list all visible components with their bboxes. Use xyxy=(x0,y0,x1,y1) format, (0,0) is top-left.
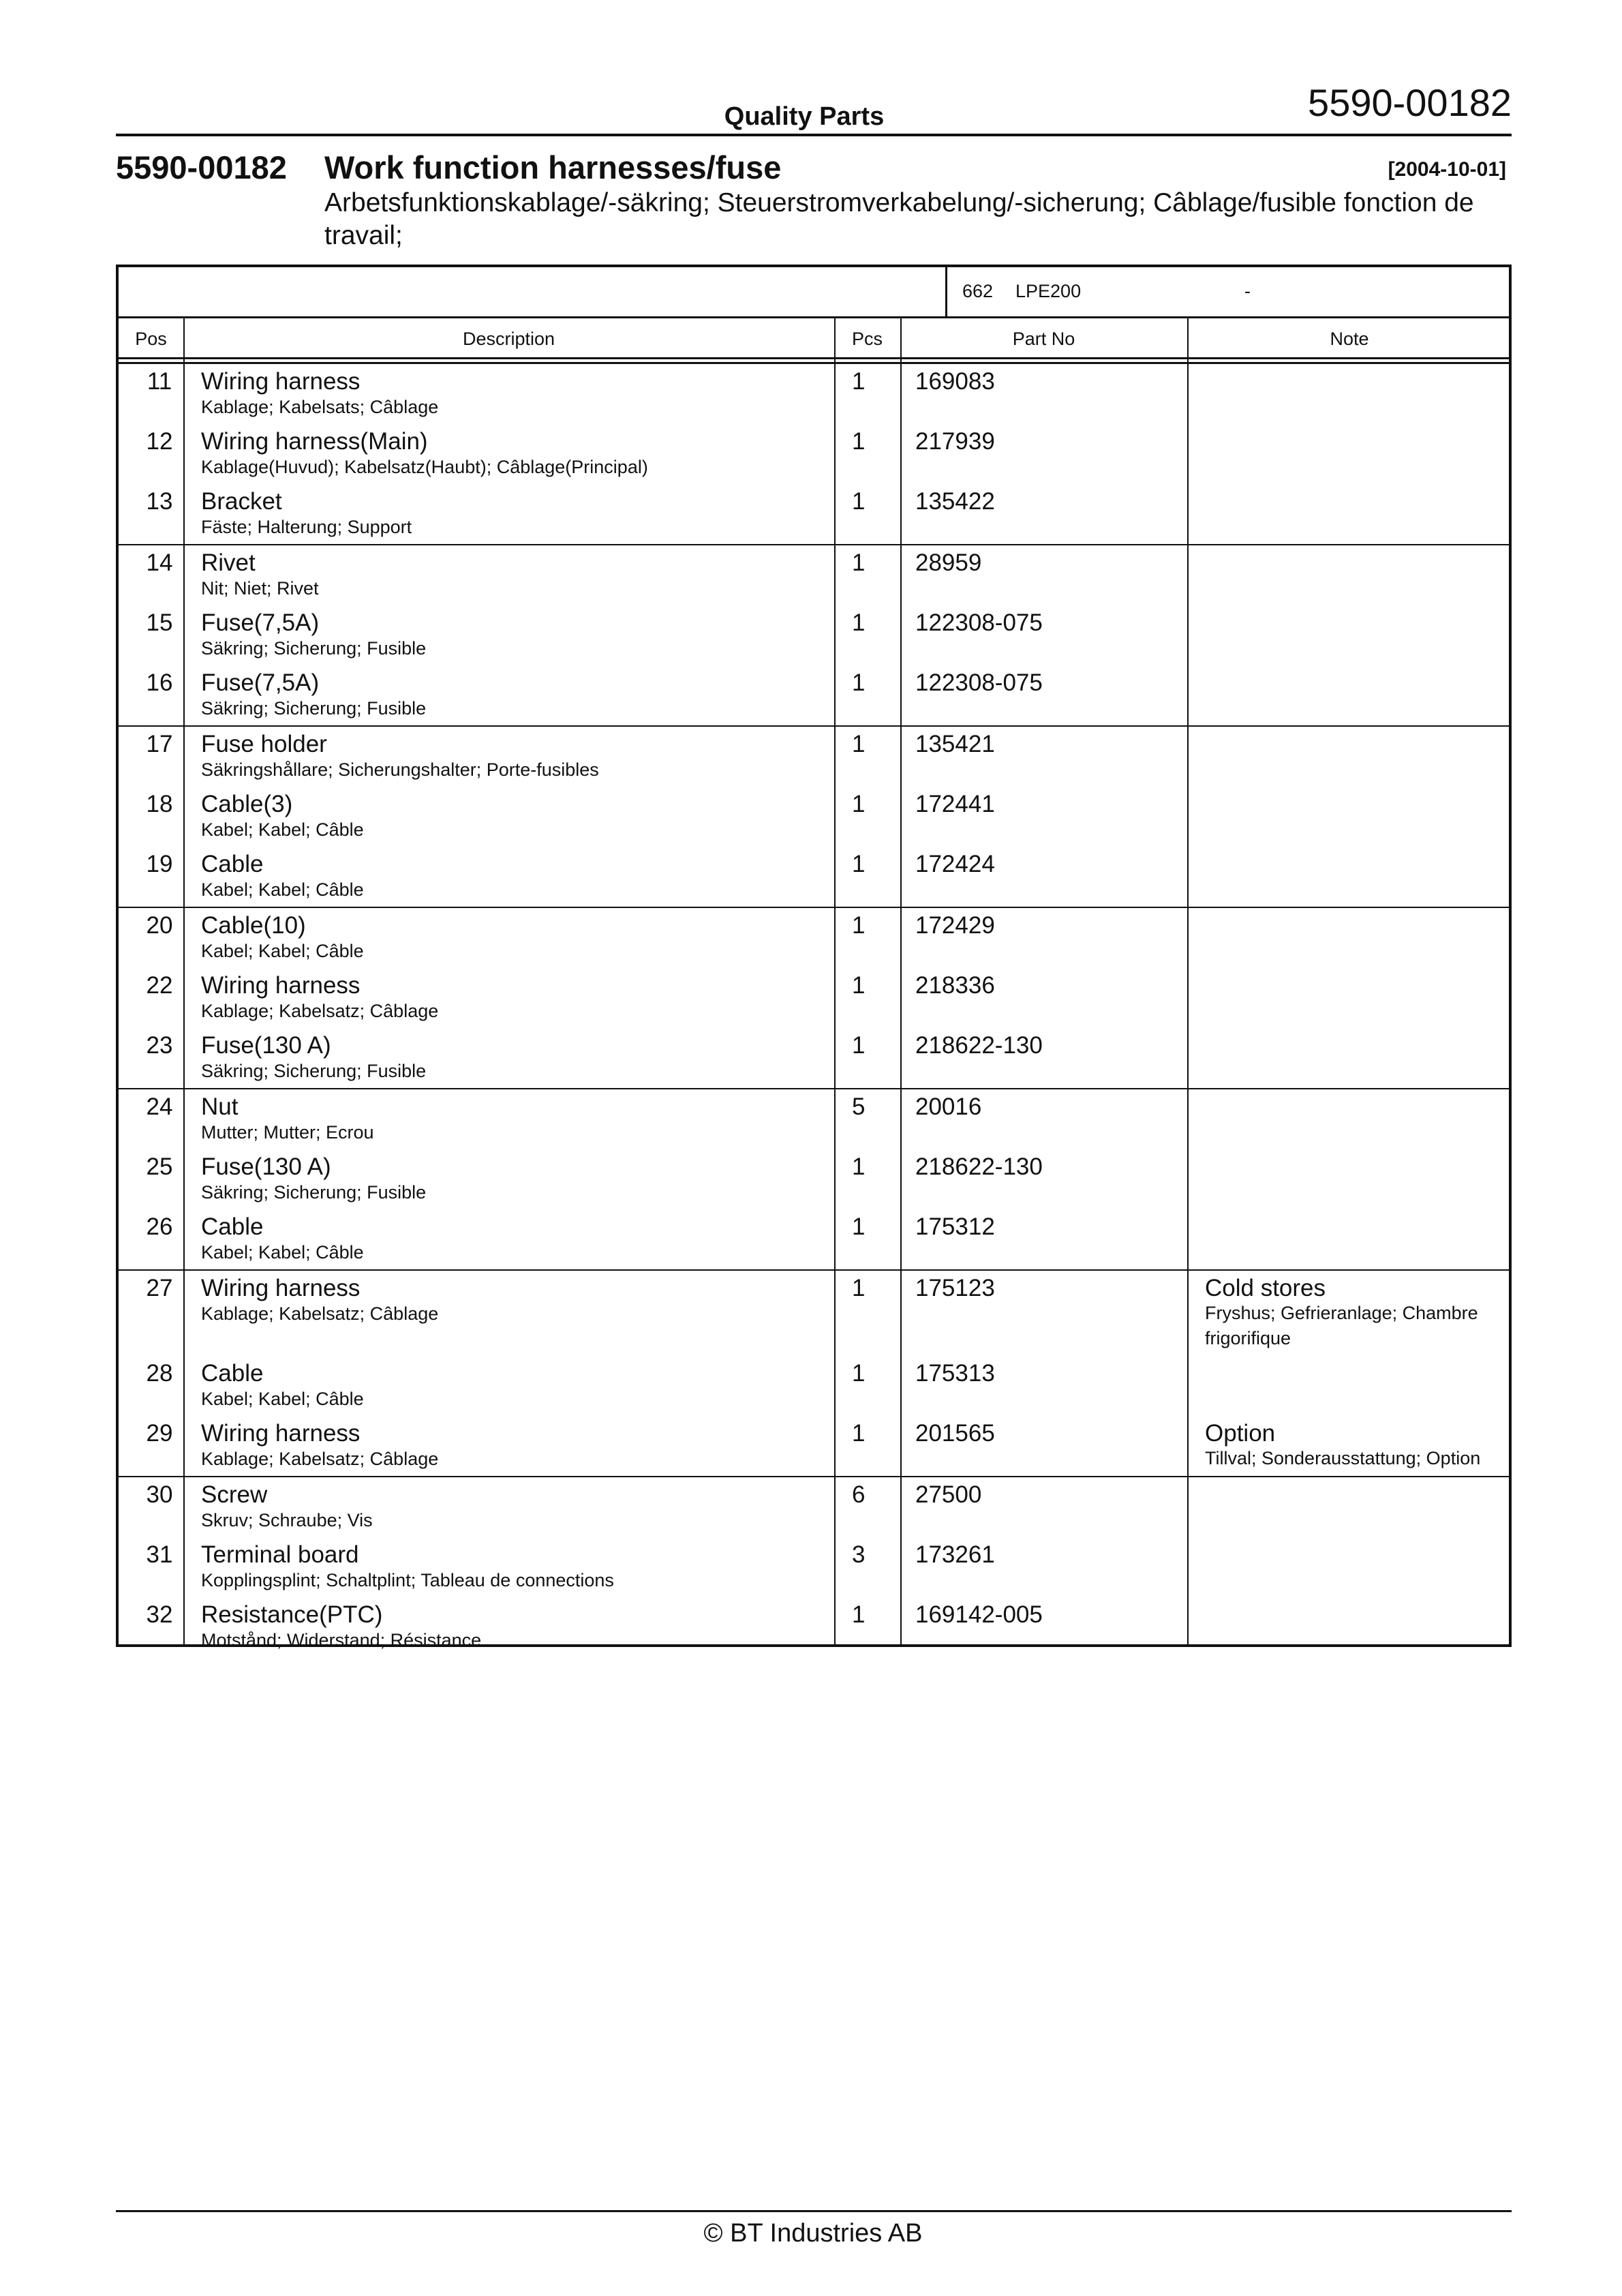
pos: 11 xyxy=(147,368,172,395)
table-row xyxy=(119,1477,1509,1537)
pos: 23 xyxy=(146,1032,173,1059)
col-pos: Pos xyxy=(135,329,167,349)
description-translations: Kabel; Kabel; Câble xyxy=(201,879,364,900)
quantity: 1 xyxy=(852,368,866,395)
description-translations: Skruv; Schraube; Vis xyxy=(201,1510,373,1530)
description: Wiring harness xyxy=(201,1275,361,1301)
parts-table xyxy=(116,265,1512,1650)
col-note: Note xyxy=(1330,329,1369,349)
revision-date: [2004-10-01] xyxy=(1388,158,1506,181)
part-number: 218622-130 xyxy=(915,1032,1043,1059)
description: Fuse(130 A) xyxy=(201,1032,331,1059)
pos: 14 xyxy=(146,549,173,576)
row-group xyxy=(119,1089,1509,1271)
description: Fuse(130 A) xyxy=(201,1153,331,1180)
pos: 17 xyxy=(146,731,173,757)
description: Rivet xyxy=(201,549,256,576)
quantity: 3 xyxy=(852,1541,866,1568)
row-group xyxy=(119,1271,1509,1477)
note-translations: Tillval; Sonderausstattung; Option xyxy=(1205,1448,1481,1468)
note-translations: Fryshus; Gefrieranlage; Chambre frigorifique xyxy=(1205,1303,1478,1348)
description-translations: Kablage; Kabelsats; Câblage xyxy=(201,397,439,417)
part-number: 201565 xyxy=(915,1420,995,1447)
pos: 28 xyxy=(146,1360,173,1387)
quantity: 1 xyxy=(852,1275,866,1301)
model-code: 662 xyxy=(962,281,994,301)
copyright: © BT Industries AB xyxy=(703,2219,923,2248)
part-number: 27500 xyxy=(915,1481,982,1508)
quantity: 1 xyxy=(852,1153,866,1180)
quantity: 1 xyxy=(852,731,866,757)
description-translations: Kabel; Kabel; Câble xyxy=(201,1242,364,1263)
part-number: 175123 xyxy=(915,1275,995,1301)
description-translations: Säkring; Sicherung; Fusible xyxy=(201,1182,427,1203)
description: Cable(10) xyxy=(201,912,306,939)
part-number: 169083 xyxy=(915,368,995,395)
pos: 24 xyxy=(146,1093,173,1120)
quantity: 1 xyxy=(852,791,866,817)
table-row xyxy=(119,1089,1509,1149)
part-number: 217939 xyxy=(915,428,995,455)
quantity: 1 xyxy=(852,669,866,696)
col-pcs: Pcs xyxy=(851,329,883,349)
row-group xyxy=(119,545,1509,727)
description: Bracket xyxy=(201,488,282,515)
model-row xyxy=(119,267,1509,318)
table-row xyxy=(119,1271,1509,1356)
page-title: Work function harnesses/fuse xyxy=(324,149,782,185)
table-row xyxy=(119,727,1509,787)
description-translations: Kabel; Kabel; Câble xyxy=(201,941,364,961)
pos: 15 xyxy=(146,609,173,636)
part-number: 218622-130 xyxy=(915,1153,1043,1180)
part-number: 135422 xyxy=(915,488,995,515)
quantity: 1 xyxy=(852,428,866,455)
pos: 27 xyxy=(146,1275,173,1301)
description-translations: Kablage(Huvud); Kabelsatz(Haubt); Câblage(Principal) xyxy=(201,457,648,477)
description: Cable xyxy=(201,1213,264,1240)
column-headers xyxy=(119,318,1509,364)
quantity: 1 xyxy=(852,851,866,877)
part-number: 20016 xyxy=(915,1093,982,1120)
table-row xyxy=(119,1028,1509,1088)
description-translations: Kabel; Kabel; Câble xyxy=(201,1389,364,1409)
description-translations: Säkring; Sicherung; Fusible xyxy=(201,1061,427,1081)
table-row xyxy=(119,545,1509,605)
description-translations: Motstånd; Widerstand; Résistance xyxy=(201,1630,482,1650)
quantity: 1 xyxy=(852,609,866,636)
quantity: 1 xyxy=(852,1420,866,1447)
table-row xyxy=(119,1597,1509,1657)
part-number: 175312 xyxy=(915,1213,995,1240)
table-row xyxy=(119,1537,1509,1597)
quantity: 1 xyxy=(852,912,866,939)
description-translations: Fäste; Halterung; Support xyxy=(201,517,412,537)
group-number: 5590-00182 xyxy=(116,149,287,185)
table-row xyxy=(119,484,1509,544)
description: Nut xyxy=(201,1093,239,1120)
quantity: 1 xyxy=(852,488,866,515)
table-row xyxy=(119,665,1509,725)
quantity: 1 xyxy=(852,1601,866,1628)
description-translations: Nit; Niet; Rivet xyxy=(201,578,319,599)
pos: 25 xyxy=(146,1153,173,1180)
row-group xyxy=(119,364,1509,545)
part-number: 122308-075 xyxy=(915,609,1043,636)
part-number: 173261 xyxy=(915,1541,995,1568)
description-translations: Säkringshållare; Sicherungshalter; Porte-fusibles xyxy=(201,759,599,780)
table-row xyxy=(119,605,1509,665)
description-translations: Säkring; Sicherung; Fusible xyxy=(201,638,427,659)
description-translations: Kablage; Kabelsatz; Câblage xyxy=(201,1001,439,1021)
table-row xyxy=(119,1356,1509,1416)
row-group xyxy=(119,908,1509,1089)
pos: 12 xyxy=(146,428,173,455)
pos: 32 xyxy=(146,1601,173,1628)
pos: 26 xyxy=(146,1213,173,1240)
description-translations: Mutter; Mutter; Ecrou xyxy=(201,1122,374,1143)
description: Wiring harness xyxy=(201,972,361,999)
table-row xyxy=(119,1149,1509,1209)
pos: 30 xyxy=(146,1481,173,1508)
table-row xyxy=(119,968,1509,1028)
table-row xyxy=(119,1209,1509,1269)
description: Screw xyxy=(201,1481,268,1508)
quantity: 6 xyxy=(852,1481,866,1508)
table-row xyxy=(119,424,1509,484)
quantity: 1 xyxy=(852,1213,866,1240)
table-row xyxy=(119,847,1509,907)
pos: 16 xyxy=(146,669,173,696)
description: Fuse(7,5A) xyxy=(201,609,320,636)
description-translations: Kabel; Kabel; Câble xyxy=(201,819,364,840)
part-number: 169142-005 xyxy=(915,1601,1043,1628)
col-description: Description xyxy=(462,329,555,349)
pos: 31 xyxy=(146,1541,173,1568)
description-translations: Kablage; Kabelsatz; Câblage xyxy=(201,1303,439,1324)
description-translations: Kablage; Kabelsatz; Câblage xyxy=(201,1449,439,1469)
description: Wiring harness xyxy=(201,1420,361,1447)
quantity: 1 xyxy=(852,549,866,576)
part-number: 122308-075 xyxy=(915,669,1043,696)
description: Wiring harness xyxy=(201,368,361,395)
note: Cold stores xyxy=(1205,1275,1326,1301)
part-number: 172429 xyxy=(915,912,995,939)
col-part-no: Part No xyxy=(1012,329,1075,349)
row-group xyxy=(119,727,1509,908)
pos: 20 xyxy=(146,912,173,939)
note: Option xyxy=(1205,1420,1276,1447)
part-number: 28959 xyxy=(915,549,982,576)
description: Cable(3) xyxy=(201,791,293,817)
part-number: 135421 xyxy=(915,731,995,757)
pos: 19 xyxy=(146,851,173,877)
row-group xyxy=(119,1477,1509,1657)
quantity: 5 xyxy=(852,1093,866,1120)
part-number: 175313 xyxy=(915,1360,995,1387)
pos: 29 xyxy=(146,1420,173,1447)
title-translations: Arbetsfunktionskablage/-säkring; Steuerstromverkabelung/-sicherung; Câblage/fusible fonction de travail; xyxy=(324,188,1474,250)
description: Cable xyxy=(201,851,264,877)
model-name: LPE200 xyxy=(1015,281,1082,301)
section-title: Quality Parts xyxy=(724,102,885,131)
description-translations: Säkring; Sicherung; Fusible xyxy=(201,698,427,719)
quantity: 1 xyxy=(852,1032,866,1059)
table-row xyxy=(119,364,1509,424)
table-row xyxy=(119,1416,1509,1476)
part-number: 218336 xyxy=(915,972,995,999)
part-number: 172424 xyxy=(915,851,995,877)
table-row xyxy=(119,908,1509,968)
description: Terminal board xyxy=(201,1541,359,1568)
document-number: 5590-00182 xyxy=(1308,81,1512,124)
table-row xyxy=(119,787,1509,847)
model-range: - xyxy=(1244,281,1251,301)
footer-divider xyxy=(116,2210,1512,2212)
part-number: 172441 xyxy=(915,791,995,817)
pos: 18 xyxy=(146,791,173,817)
table-body xyxy=(119,364,1509,1657)
quantity: 1 xyxy=(852,1360,866,1387)
description: Fuse holder xyxy=(201,731,327,757)
header-divider xyxy=(116,134,1512,136)
description: Resistance(PTC) xyxy=(201,1601,383,1628)
description: Cable xyxy=(201,1360,264,1387)
pos: 22 xyxy=(146,972,173,999)
description-translations: Kopplingsplint; Schaltplint; Tableau de connections xyxy=(201,1570,614,1590)
quantity: 1 xyxy=(852,972,866,999)
description: Wiring harness(Main) xyxy=(201,428,428,455)
pos: 13 xyxy=(146,488,173,515)
description: Fuse(7,5A) xyxy=(201,669,320,696)
